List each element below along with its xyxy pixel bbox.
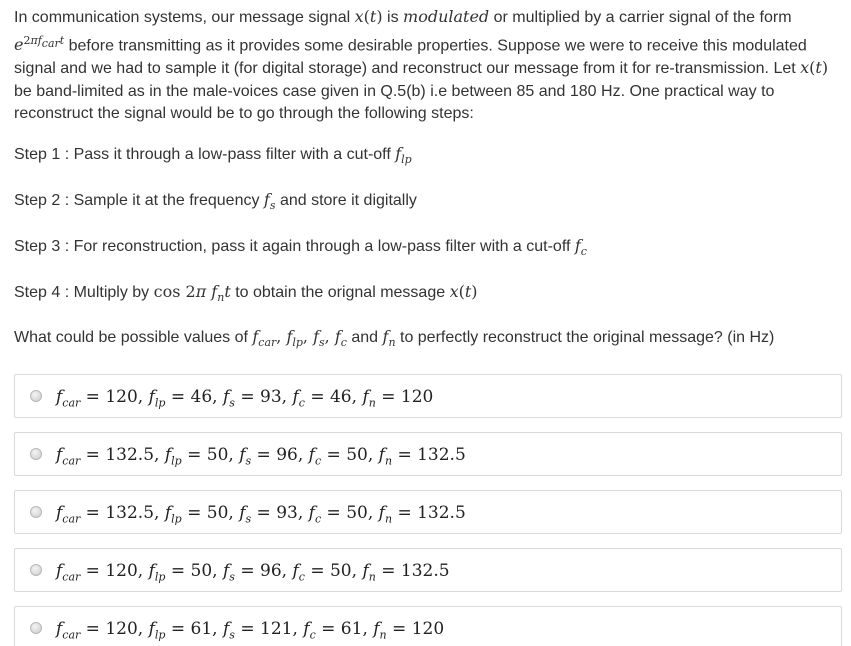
step-2-suffix: and store it digitally: [275, 192, 417, 209]
step-4-suffix: to obtain the orignal message: [230, 284, 450, 301]
step-2-label: Step 2 : Sample it at the frequency: [14, 192, 264, 209]
step-4-label: Step 4 : Multiply by: [14, 284, 154, 301]
step-3-label: Step 3 : For reconstruction, pass it again through a low-pass filter with a cut-off: [14, 238, 575, 255]
question-suffix: to perfectly reconstruct the original message? (in Hz): [395, 329, 775, 346]
step-4: [14, 281, 478, 309]
answer-option-4[interactable]: [14, 548, 842, 592]
intro-text-3: or multiplied by a carrier signal of the form: [489, 9, 792, 26]
question-prompt: [14, 326, 774, 354]
radio-button[interactable]: [30, 622, 42, 634]
math-variable-list: $f_{car}$, $f_{lp}$, $f_s$, $f_c$: [252, 327, 347, 350]
math-cos-term: cos 2π $f_nt$: [153, 282, 231, 305]
option-formula: $f_{car} = 132.5$, $f_{lp} = 50$, $f_s = 96$, $f_c = 50$, $f_n = 132.5$: [56, 445, 466, 468]
intro-text-2: is: [382, 9, 404, 26]
math-f-c: $f_c$: [574, 236, 587, 259]
intro-text-4: before transmitting as it provides some desirable properties. Suppose we were to receive this modulated signal and we had to sample it (for digital storage) and reconstruct our message from it for re-transmission. Let: [14, 36, 807, 78]
math-x-of-t-3: x(t): [449, 282, 478, 301]
answer-option-3[interactable]: [14, 490, 842, 534]
modulated-emphasis: modulated: [403, 7, 490, 26]
answer-option-1[interactable]: [14, 374, 842, 418]
answer-option-5[interactable]: [14, 606, 842, 646]
radio-button[interactable]: [30, 564, 42, 576]
answer-option-2[interactable]: [14, 432, 842, 476]
step-2: [14, 189, 417, 217]
math-x-of-t: x(t): [354, 7, 383, 26]
math-f-n: $f_n$: [382, 327, 396, 350]
math-f-s: $f_s$: [263, 190, 276, 213]
radio-button[interactable]: [30, 448, 42, 460]
option-formula: $f_{car} = 132.5$, $f_{lp} = 50$, $f_s = 93$, $f_c = 50$, $f_n = 132.5$: [56, 503, 466, 526]
math-f-lp: $f_{lp}$: [395, 144, 412, 167]
step-1-label: Step 1 : Pass it through a low-pass filter with a cut-off: [14, 146, 396, 163]
radio-button[interactable]: [30, 506, 42, 518]
math-carrier-exponential: $e^{2\pi f_{car}t}$: [14, 33, 65, 54]
option-formula: $f_{car} = 120$, $f_{lp} = 50$, $f_s = 96$, $f_c = 50$, $f_n = 132.5$: [56, 561, 450, 584]
question-prefix: What could be possible values of: [14, 329, 253, 346]
option-formula: $f_{car} = 120$, $f_{lp} = 61$, $f_s = 121$, $f_c = 61$, $f_n = 120$: [56, 619, 445, 642]
question-intro: [14, 6, 844, 126]
intro-text-1: In communication systems, our message signal: [14, 9, 355, 26]
radio-button[interactable]: [30, 390, 42, 402]
question-and: and: [346, 329, 383, 346]
option-formula: $f_{car} = 120$, $f_{lp} = 46$, $f_s = 93$, $f_c = 46$, $f_n = 120$: [56, 387, 434, 410]
step-1: [14, 143, 412, 171]
math-x-of-t-2: x(t): [800, 58, 829, 78]
intro-text-5: be band-limited as in the male-voices case given in Q.5(b) i.e between 85 and 180 Hz. One practical way to reconstruct the signal would be to go through the following steps:: [14, 82, 775, 123]
step-3: [14, 235, 587, 263]
